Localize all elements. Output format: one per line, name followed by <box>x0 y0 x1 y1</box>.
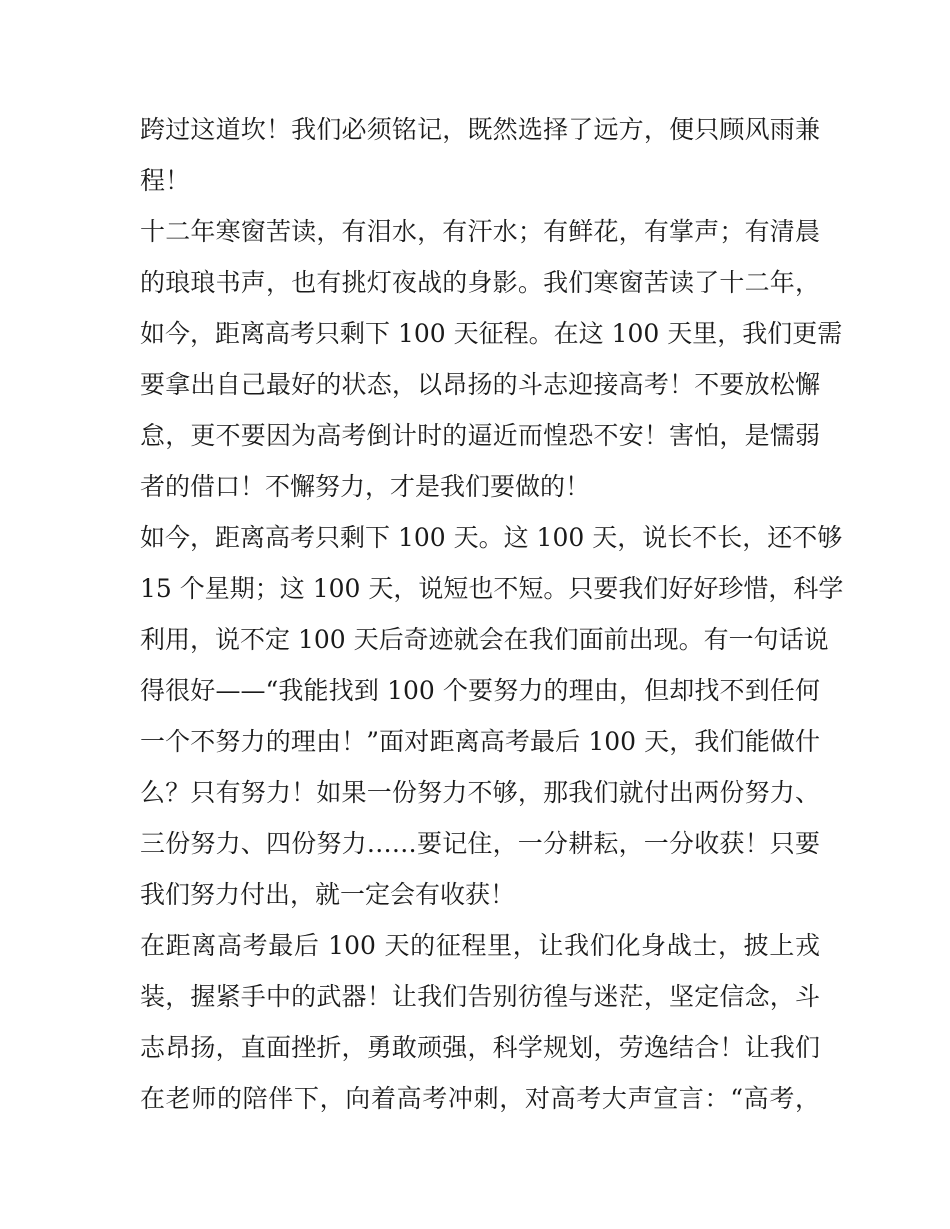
text-line: 利用，说不定 100 天后奇迹就会在我们面前出现。有一句话说 <box>140 625 829 654</box>
text-line: 跨过这道坎！我们必须铭记，既然选择了远方，便只顾风雨兼 <box>140 115 820 144</box>
document-body <box>140 104 844 1124</box>
text-line: 在老师的陪伴下，向着高考冲刺，对高考大声宣言：“高考， <box>140 1084 820 1113</box>
text-line: 一个不努力的理由！”面对距离高考最后 100 天，我们能做什 <box>140 727 820 756</box>
text-line: 十二年寒窗苦读，有泪水，有汗水；有鲜花，有掌声；有清晨 <box>140 217 820 246</box>
text-line: 的琅琅书声，也有挑灯夜战的身影。我们寒窗苦读了十二年， <box>140 268 820 297</box>
text-line: 程！ <box>140 166 191 195</box>
text-line: 怠，更不要因为高考倒计时的逼近而惶恐不安！害怕，是懦弱 <box>140 421 820 450</box>
text-line: 者的借口！不懈努力，才是我们要做的！ <box>140 472 591 501</box>
text-line: 么？只有努力！如果一份努力不够，那我们就付出两份努力、 <box>140 778 820 807</box>
text-line: 志昂扬，直面挫折，勇敢顽强，科学规划，劳逸结合！让我们 <box>140 1033 820 1062</box>
text-line: 在距离高考最后 100 天的征程里，让我们化身战士，披上戎 <box>140 931 820 960</box>
text-line: 得很好——“我能找到 100 个要努力的理由，但却找不到任何 <box>140 676 820 705</box>
text-line: 要拿出自己最好的状态，以昂扬的斗志迎接高考！不要放松懈 <box>140 370 820 399</box>
text-line: 我们努力付出，就一定会有收获！ <box>140 880 516 909</box>
text-line: 如今，距离高考只剩下 100 天。这 100 天，说长不长，还不够 <box>140 523 843 552</box>
text-line: 三份努力、四份努力……要记住，一分耕耘，一分收获！只要 <box>140 829 820 858</box>
text-line: 15 个星期；这 100 天，说短也不短。只要我们好好珍惜，科学 <box>140 574 844 603</box>
text-line: 装，握紧手中的武器！让我们告别彷徨与迷茫，坚定信念，斗 <box>140 982 820 1011</box>
text-line: 如今，距离高考只剩下 100 天征程。在这 100 天里，我们更需 <box>140 319 843 348</box>
